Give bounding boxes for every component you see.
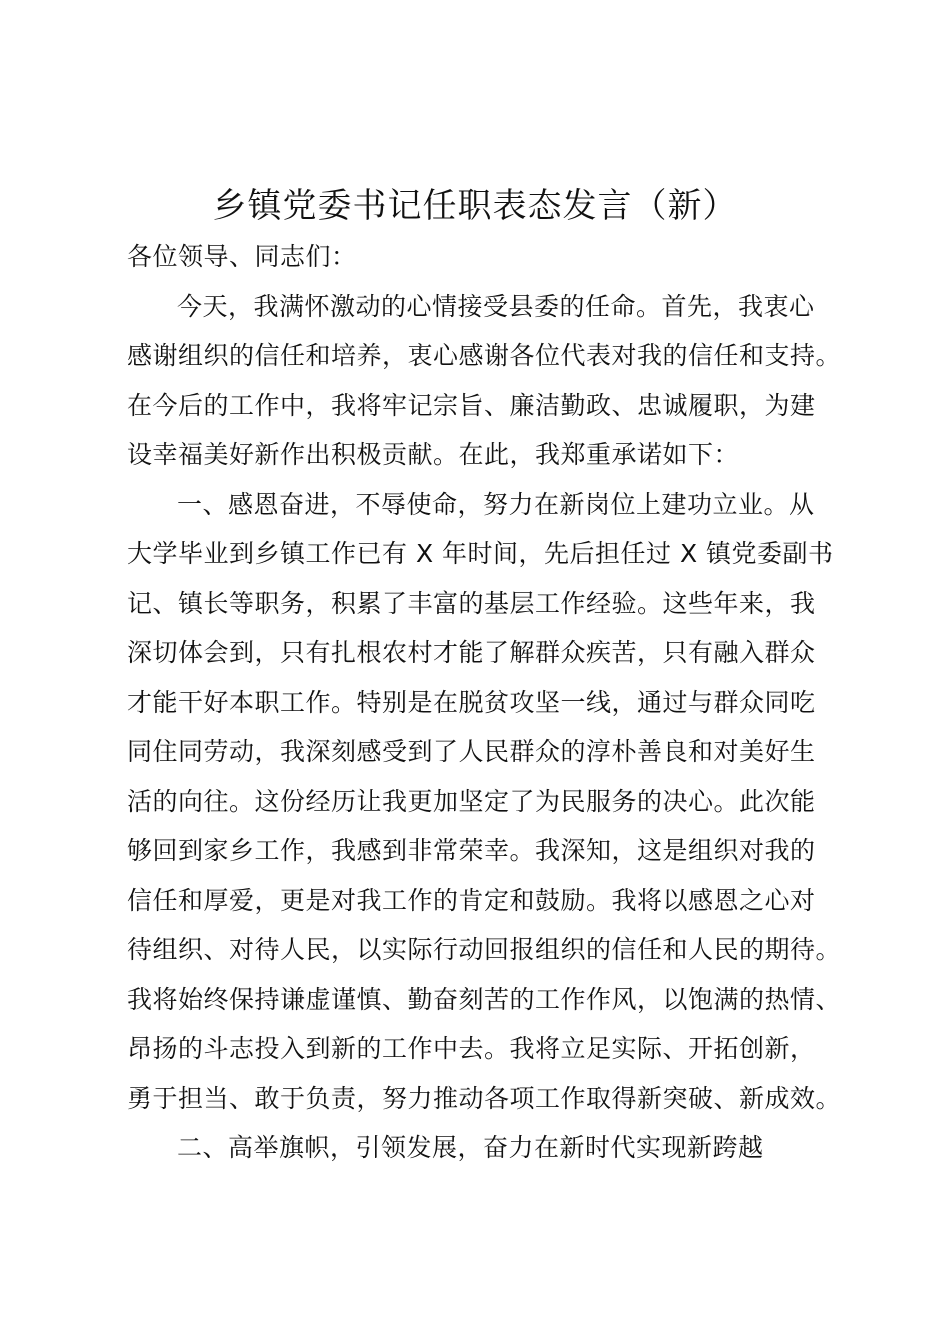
- text-line: 深切体会到，只有扎根农村才能了解群众疾苦，只有融入群众: [127, 638, 816, 667]
- text-line: 活的向往。这份经历让我更加坚定了为民服务的决心。此次能: [127, 786, 816, 816]
- text-line: 昂扬的斗志投入到新的工作中去。我将立足实际、开拓创新，: [127, 1034, 816, 1063]
- text-line: 设幸福美好新作出积极贡献。在此，我郑重承诺如下：: [127, 440, 740, 469]
- text-line: 信任和厚爱，更是对我工作的肯定和鼓励。我将以感恩之心对: [127, 885, 816, 915]
- text-line: 才能干好本职工作。特别是在脱贫攻坚一线，通过与群众同吃: [127, 687, 816, 717]
- text-line: 待组织、对待人民，以实际行动回报组织的信任和人民的期待。: [127, 935, 842, 964]
- text-line: 在今后的工作中，我将牢记宗旨、廉洁勤政、忠诚履职，为建: [127, 390, 816, 420]
- document-body: [127, 207, 842, 1173]
- paragraph-point-2: [127, 1123, 842, 1173]
- section-heading-line: 二、高举旗帜，引领发展，奋力在新时代实现新跨越: [177, 1133, 764, 1162]
- document-title: 乡镇党委书记任职表态发言（新）: [212, 186, 738, 226]
- text-line: 同住同劳动，我深刻感受到了人民群众的淳朴善良和对美好生: [127, 737, 816, 766]
- text-line: 勇于担当、敢于负责，努力推动各项工作取得新突破、新成效。: [127, 1083, 842, 1113]
- paragraph-point-1: [127, 480, 842, 1124]
- paragraph-intro: [127, 282, 842, 480]
- section-heading-line: 一、感恩奋进，不辱使命，努力在新岗位上建功立业。从: [177, 489, 815, 519]
- text-line: 够回到家乡工作，我感到非常荣幸。我深知，这是组织对我的: [127, 836, 816, 865]
- text-line: 我将始终保持谦虚谨慎、勤奋刻苦的工作作风，以饱满的热情、: [127, 984, 842, 1014]
- text-line: 今天，我满怀激动的心情接受县委的任命。首先，我衷心: [177, 291, 815, 321]
- text-line: 大学毕业到乡镇工作已有 X 年时间，先后担任过 X 镇党委副书: [127, 539, 834, 568]
- salutation: 各位领导、同志们：: [127, 242, 357, 271]
- text-line: 感谢组织的信任和培养，衷心感谢各位代表对我的信任和支持。: [127, 341, 842, 370]
- text-line: 记、镇长等职务，积累了丰富的基层工作经验。这些年来，我: [127, 588, 816, 618]
